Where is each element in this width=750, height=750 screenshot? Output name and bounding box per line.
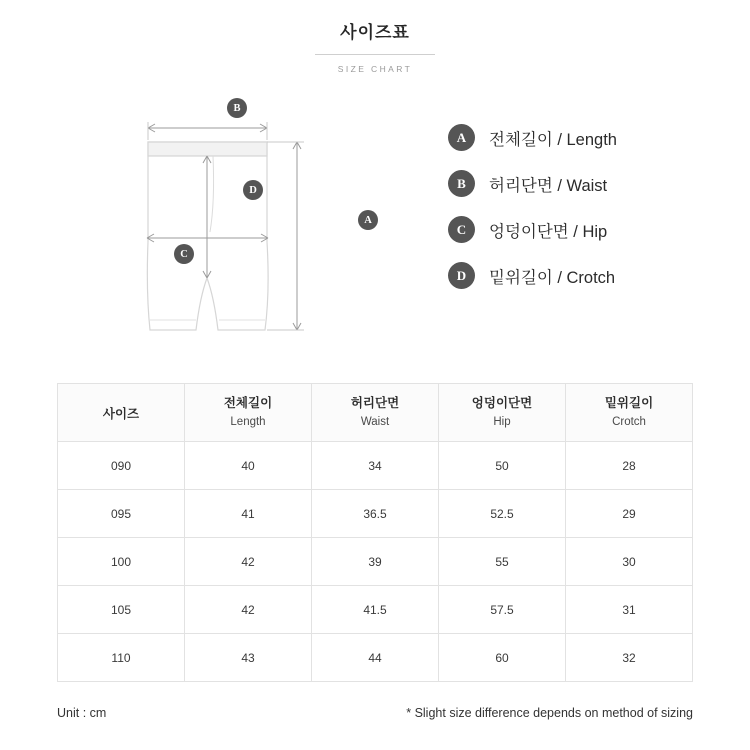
table-head bbox=[58, 384, 693, 442]
measurement-diagram bbox=[0, 92, 750, 362]
sizing-note: * Slight size difference depends on method of sizing bbox=[406, 706, 693, 720]
unit-label: Unit : cm bbox=[57, 706, 107, 720]
col-header-crotch bbox=[566, 384, 693, 442]
cell-length: 42 bbox=[185, 586, 312, 634]
diagram-marker-a: A bbox=[358, 210, 378, 230]
cell-hip: 57.5 bbox=[439, 586, 566, 634]
cell-waist: 36.5 bbox=[312, 490, 439, 538]
col-header-crotch-en: Crotch bbox=[612, 415, 646, 428]
page-header bbox=[0, 0, 750, 74]
legend-item-hip bbox=[448, 216, 617, 243]
table-header-row bbox=[58, 384, 693, 442]
cell-size: 100 bbox=[58, 538, 185, 586]
legend-item-crotch bbox=[448, 262, 617, 289]
cell-crotch: 32 bbox=[566, 634, 693, 682]
col-header-waist bbox=[312, 384, 439, 442]
legend-item-waist bbox=[448, 170, 617, 197]
cell-size: 110 bbox=[58, 634, 185, 682]
col-header-waist-ko: 허리단면 bbox=[350, 395, 400, 410]
legend bbox=[448, 124, 617, 289]
table-row bbox=[58, 538, 693, 586]
size-table bbox=[57, 383, 693, 682]
legend-label-waist: 허리단면 / Waist bbox=[489, 176, 608, 195]
table-row bbox=[58, 634, 693, 682]
legend-badge-c: C bbox=[448, 216, 475, 243]
cell-length: 42 bbox=[185, 538, 312, 586]
legend-label-length: 전체길이 / Length bbox=[489, 130, 617, 149]
col-header-hip bbox=[439, 384, 566, 442]
legend-label-crotch: 밑위길이 / Crotch bbox=[489, 268, 616, 287]
diagram-marker-d: D bbox=[243, 180, 263, 200]
cell-crotch: 30 bbox=[566, 538, 693, 586]
cell-hip: 50 bbox=[439, 442, 566, 490]
page-subtitle: SIZE CHART bbox=[337, 64, 413, 75]
diagram-marker-b: B bbox=[227, 98, 247, 118]
cell-waist: 44 bbox=[312, 634, 439, 682]
cell-hip: 52.5 bbox=[439, 490, 566, 538]
table-row bbox=[58, 442, 693, 490]
col-header-hip-ko: 엉덩이단면 bbox=[471, 395, 533, 410]
table-body bbox=[58, 442, 693, 682]
cell-waist: 41.5 bbox=[312, 586, 439, 634]
cell-size: 105 bbox=[58, 586, 185, 634]
col-header-size bbox=[58, 384, 185, 442]
cell-hip: 55 bbox=[439, 538, 566, 586]
page-footer bbox=[57, 706, 693, 720]
cell-size: 095 bbox=[58, 490, 185, 538]
cell-waist: 39 bbox=[312, 538, 439, 586]
col-header-hip-en: Hip bbox=[493, 415, 511, 428]
col-header-length-ko: 전체길이 bbox=[223, 395, 273, 410]
shorts-illustration bbox=[0, 92, 450, 362]
col-header-waist-en: Waist bbox=[360, 415, 390, 428]
col-header-length-en: Length bbox=[230, 415, 266, 428]
legend-badge-b: B bbox=[448, 170, 475, 197]
cell-length: 40 bbox=[185, 442, 312, 490]
col-header-size-ko: 사이즈 bbox=[102, 406, 140, 421]
table-row bbox=[58, 586, 693, 634]
cell-crotch: 28 bbox=[566, 442, 693, 490]
cell-length: 43 bbox=[185, 634, 312, 682]
diagram-marker-c: C bbox=[174, 244, 194, 264]
legend-label-hip: 엉덩이단면 / Hip bbox=[489, 222, 608, 241]
legend-item-length bbox=[448, 124, 617, 151]
title-divider bbox=[315, 54, 435, 55]
table-row bbox=[58, 490, 693, 538]
legend-badge-d: D bbox=[448, 262, 475, 289]
cell-size: 090 bbox=[58, 442, 185, 490]
cell-crotch: 29 bbox=[566, 490, 693, 538]
legend-badge-a: A bbox=[448, 124, 475, 151]
page-title: 사이즈표 bbox=[340, 23, 410, 42]
cell-crotch: 31 bbox=[566, 586, 693, 634]
cell-hip: 60 bbox=[439, 634, 566, 682]
cell-waist: 34 bbox=[312, 442, 439, 490]
col-header-crotch-ko: 밑위길이 bbox=[604, 395, 654, 410]
cell-length: 41 bbox=[185, 490, 312, 538]
size-table-wrapper bbox=[57, 383, 693, 682]
col-header-length bbox=[185, 384, 312, 442]
